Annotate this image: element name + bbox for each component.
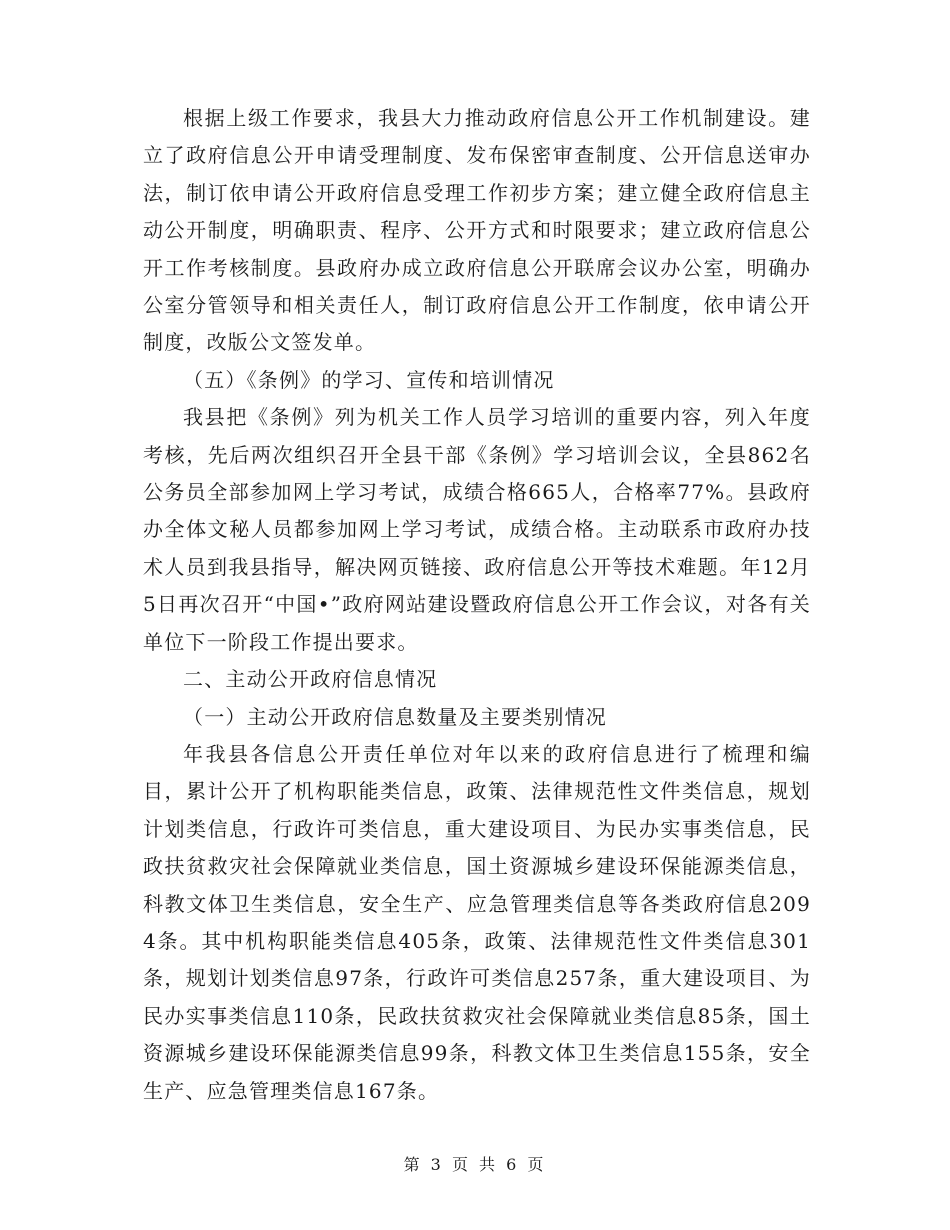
subsection-heading-disclosure-categories: （一）主动公开政府信息数量及主要类别情况 (183, 704, 607, 729)
page-number-footer: 第 3 页 共 6 页 (403, 1155, 547, 1174)
paragraph-disclosure-statistics: 年我县各信息公开责任单位对年以来的政府信息进行了梳理和编目，累计公开了机构职能类信息，政策、法律规范性文件类信息，规划计划类信息，行政许可类信息，重大建设项目、为民办实事类信息，民政扶贫救灾社会保障就业类信息，国土资源城乡建设环保能源类信息，科教文体卫生类信息，安全生产、应急管理类信息等各类政府信息2094条。其中机构职能类信息405条，政策、法律规范性文件类信息301条，规划计划类信息97条，行政许可类信息257条，重大建设项目、为民办实事类信息110条，民政扶贫救灾社会保障就业类信息85条，国土资源城乡建设环保能源类信息99条，科教文体卫生类信息155条，安全生产、应急管理类信息167条。 (143, 741, 811, 1103)
section-heading-proactive-disclosure: 二、主动公开政府信息情况 (183, 667, 438, 692)
document-body (143, 100, 811, 1110)
paragraph-mechanism-building: 根据上级工作要求，我县大力推动政府信息公开工作机制建设。建立了政府信息公开申请受理制度、发布保密审查制度、公开信息送审办法，制订依申请公开政府信息受理工作初步方案；建立健全政府信息主动公开制度，明确职责、程序、公开方式和时限要求；建立政府信息公开工作考核制度。县政府办成立政府信息公开联席会议办公室，明确办公室分管领导和相关责任人，制订政府信息公开工作制度，依申请公开制度，改版公文签发单。 (143, 106, 811, 355)
section-heading-regulation-training: （五）《条例》的学习、宣传和培训情况 (183, 367, 555, 392)
paragraph-regulation-training: 我县把《条例》列为机关工作人员学习培训的重要内容，列入年度考核，先后两次组织召开全县干部《条例》学习培训会议，全县862名公务员全部参加网上学习考试，成绩合格665人，合格率77%。县政府办全体文秘人员都参加网上学习考试，成绩合格。主动联系市政府办技术人员到我县指导，解决网页链接、政府信息公开等技术难题。年12月5日再次召开“中国•”政府网站建设暨政府信息公开工作会议，对各有关单位下一阶段工作提出要求。 (143, 405, 811, 654)
